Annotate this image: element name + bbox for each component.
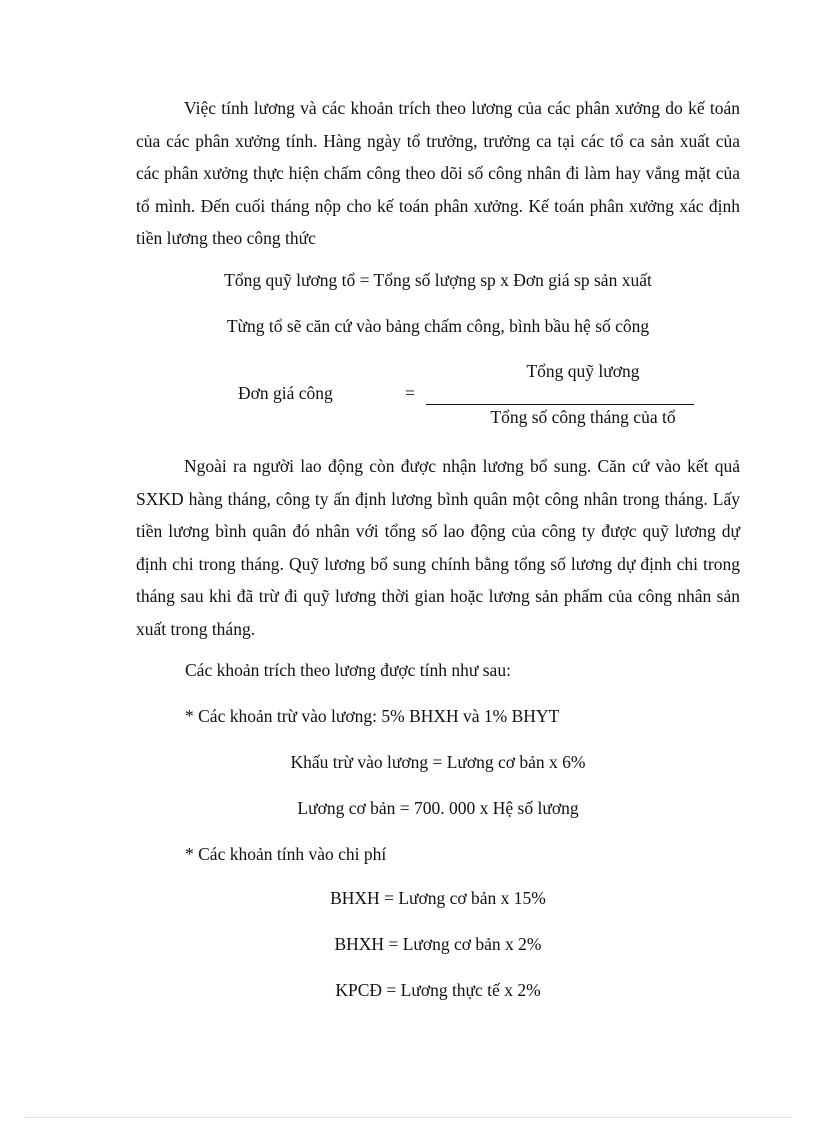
formula-deduction: Khấu trừ vào lương = Lương cơ bản x 6% bbox=[290, 752, 586, 772]
paragraph-salary-calculation bbox=[136, 92, 740, 255]
fraction-label: Đơn giá công bbox=[238, 383, 333, 403]
paragraph-supplementary-salary-text: Ngoài ra người lao động còn được nhận lương bổ sung. Căn cứ vào kết quả SXKD hàng tháng, công ty ấn định lương bình quân một công nhân trong tháng. Lấy tiền lương bình quân đó nhân với tổng số lao động của công ty được quỹ lương dự định chi trong tháng. Quỹ lương bổ sung chính bằng tổng số lương dự định chi trong tháng sau khi đã trừ đi quỹ lương thời gian hoặc lương sản phẩm của công nhân sản xuất trong tháng. bbox=[136, 456, 740, 639]
page-bottom-divider bbox=[24, 1117, 792, 1118]
formula-total-fund: Tổng quỹ lương tổ = Tổng số lượng sp x Đơn giá sp sản xuất bbox=[224, 270, 652, 290]
formula-bhxh-2: BHXH = Lương cơ bản x 2% bbox=[334, 934, 542, 954]
paragraph-salary-calculation-text: Việc tính lương và các khoản trích theo lương của các phân xưởng do kế toán của các phân xưởng tính. Hàng ngày tổ trưởng, trưởng ca tại các tổ ca sản xuất của các phân xưởng thực hiện chấm công theo dõi số công nhân đi làm hay vắng mặt của tổ mình. Đến cuối tháng nộp cho kế toán phân xưởng. Kế toán phân xưởng xác định tiền lương theo công thức bbox=[136, 98, 740, 248]
deductions-intro: Các khoản trích theo lương được tính như sau: bbox=[185, 660, 511, 680]
deductions-from-salary: * Các khoản trừ vào lương: 5% BHXH và 1% BHYT bbox=[185, 706, 560, 726]
deductions-to-cost: * Các khoản tính vào chi phí bbox=[185, 844, 387, 864]
formula-base-salary: Lương cơ bản = 700. 000 x Hệ số lương bbox=[297, 798, 579, 818]
fraction-denominator: Tổng số công tháng của tổ bbox=[490, 407, 676, 427]
fraction-equals: = bbox=[405, 383, 415, 403]
formula-kpcd: KPCĐ = Lương thực tế x 2% bbox=[335, 980, 541, 1000]
paragraph-supplementary-salary bbox=[136, 450, 740, 645]
formula-bhxh-15: BHXH = Lương cơ bản x 15% bbox=[330, 888, 546, 908]
fraction-numerator: Tổng quỹ lương bbox=[526, 361, 640, 381]
line-each-team: Từng tổ sẽ căn cứ vào bảng chấm công, bình bầu hệ số công bbox=[226, 316, 650, 336]
